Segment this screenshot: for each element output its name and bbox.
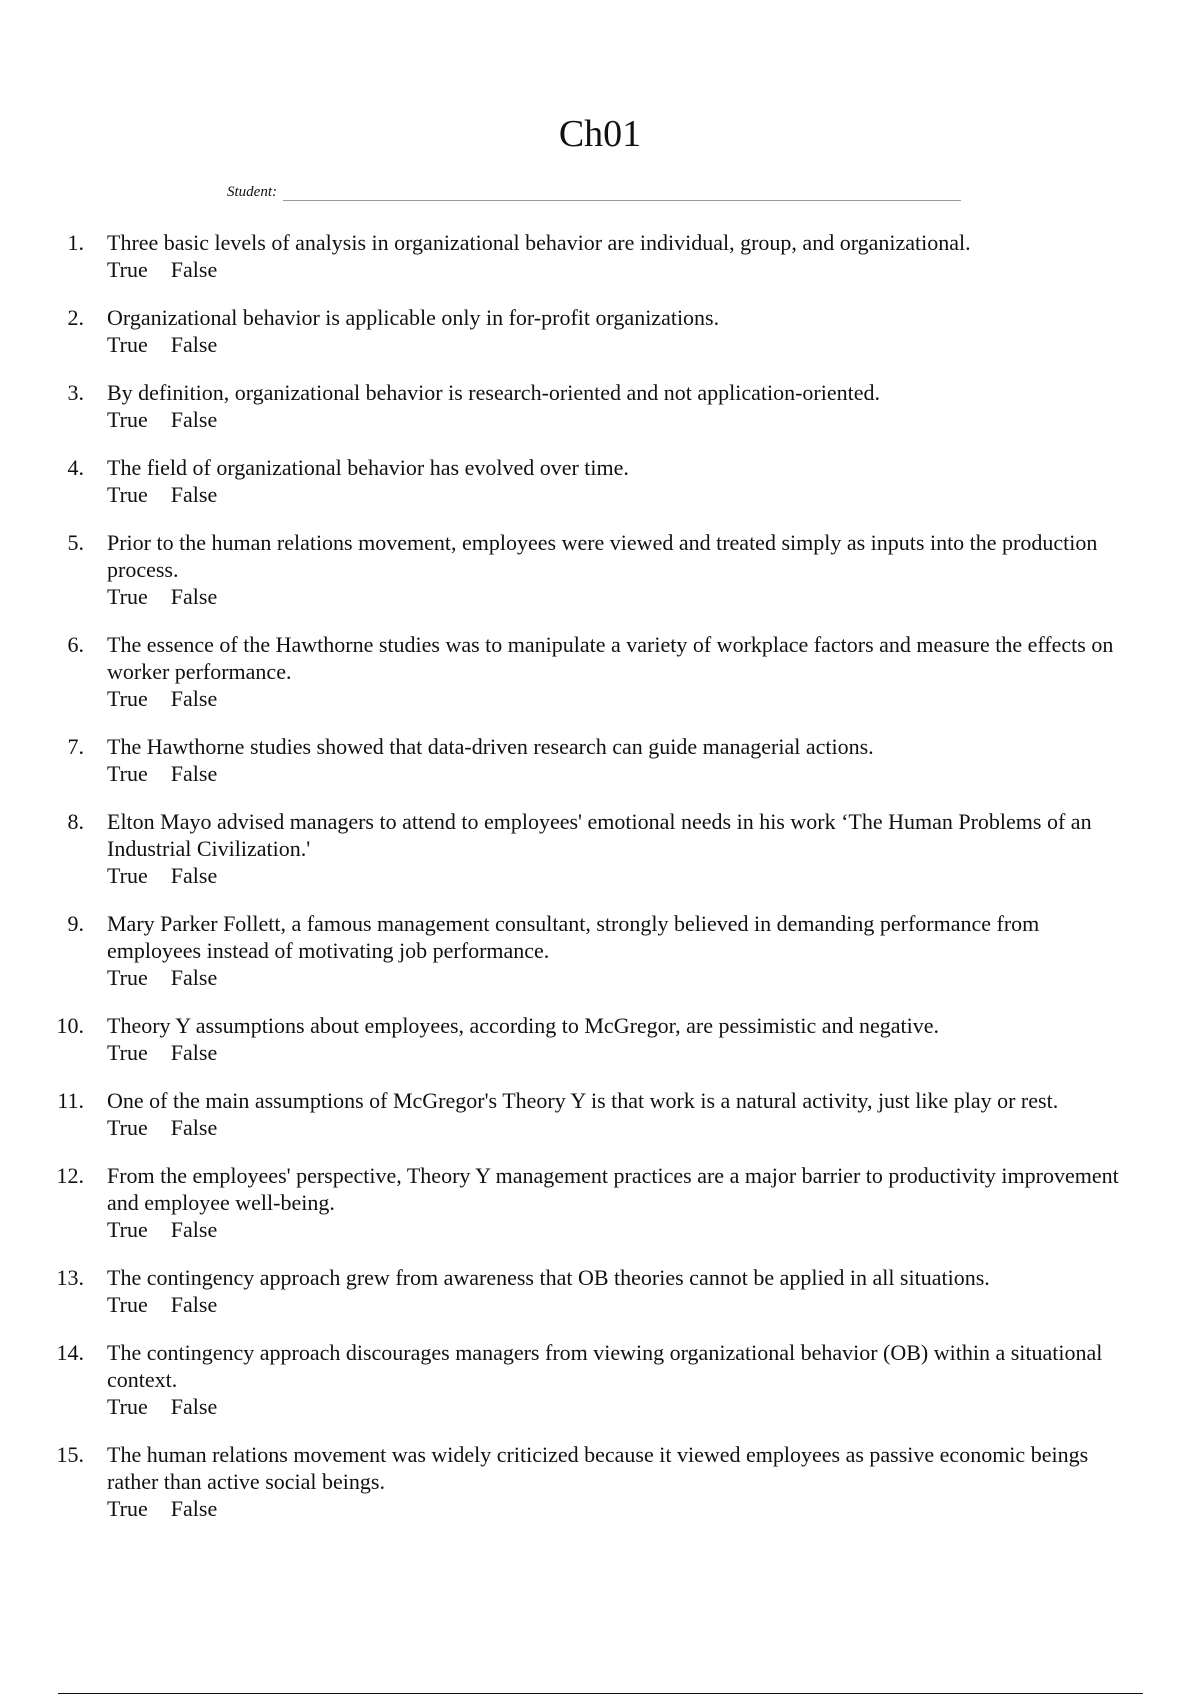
question-number: 2.	[67, 305, 84, 330]
question-number: 6.	[67, 632, 84, 657]
question-item	[0, 631, 1200, 712]
question-item	[0, 304, 1200, 358]
question-text: From the employees' perspective, Theory Y management practices are a major barrier to productivity improvement and employee well-being.	[107, 1163, 1119, 1215]
answer-option-true[interactable]: True	[107, 1115, 148, 1140]
answer-options	[107, 685, 1137, 712]
answer-option-false[interactable]: False	[170, 1394, 218, 1419]
question-number: 12.	[56, 1163, 84, 1188]
question-item	[0, 1162, 1200, 1243]
student-label: Student:	[227, 184, 277, 200]
question-number: 4.	[67, 455, 84, 480]
question-number: 7.	[67, 734, 84, 759]
question-number: 3.	[67, 380, 84, 405]
question-item	[0, 379, 1200, 433]
question-body	[107, 1162, 1137, 1243]
answer-option-false[interactable]: False	[170, 965, 218, 990]
question-text: The contingency approach discourages managers from viewing organizational behavior (OB) within a situational context.	[107, 1340, 1103, 1392]
question-text: The contingency approach grew from awareness that OB theories cannot be applied in all situations.	[107, 1265, 990, 1290]
answer-option-false[interactable]: False	[170, 1040, 218, 1065]
answer-option-true[interactable]: True	[107, 482, 148, 507]
question-list	[0, 229, 1200, 1543]
answer-options	[107, 331, 1137, 358]
question-item	[0, 1087, 1200, 1141]
answer-option-false[interactable]: False	[170, 686, 218, 711]
question-item	[0, 1264, 1200, 1318]
answer-option-true[interactable]: True	[107, 863, 148, 888]
answer-options	[107, 1291, 1137, 1318]
answer-options	[107, 1039, 1137, 1066]
question-text: Elton Mayo advised managers to attend to employees' emotional needs in his work ‘The Human Problems of an Industrial Civilization.'	[107, 809, 1092, 861]
question-text: Three basic levels of analysis in organizational behavior are individual, group, and organizational.	[107, 230, 971, 255]
question-item	[0, 1012, 1200, 1066]
question-item	[0, 454, 1200, 508]
question-body	[107, 808, 1137, 889]
answer-option-true[interactable]: True	[107, 686, 148, 711]
answer-option-true[interactable]: True	[107, 407, 148, 432]
question-text: Prior to the human relations movement, employees were viewed and treated simply as inputs into the production process.	[107, 530, 1098, 582]
student-name-row	[227, 184, 961, 201]
answer-option-false[interactable]: False	[170, 1115, 218, 1140]
student-name-field[interactable]	[283, 186, 961, 201]
question-text: One of the main assumptions of McGregor's Theory Y is that work is a natural activity, just like play or rest.	[107, 1088, 1059, 1113]
question-text: The human relations movement was widely criticized because it viewed employees as passive economic beings rather than active social beings.	[107, 1442, 1089, 1494]
question-body	[107, 910, 1137, 991]
question-body	[107, 1012, 1137, 1066]
question-number: 10.	[56, 1013, 84, 1038]
answer-options	[107, 1393, 1137, 1420]
question-body	[107, 454, 1137, 508]
question-text: Theory Y assumptions about employees, according to McGregor, are pessimistic and negative.	[107, 1013, 940, 1038]
question-body	[107, 1339, 1137, 1420]
question-item	[0, 529, 1200, 610]
question-body	[107, 1441, 1137, 1522]
answer-options	[107, 256, 1137, 283]
answer-option-false[interactable]: False	[170, 761, 218, 786]
question-body	[107, 529, 1137, 610]
answer-option-false[interactable]: False	[170, 863, 218, 888]
answer-option-true[interactable]: True	[107, 1496, 148, 1521]
answer-options	[107, 862, 1137, 889]
answer-options	[107, 481, 1137, 508]
question-text: The field of organizational behavior has evolved over time.	[107, 455, 629, 480]
question-number: 9.	[67, 911, 84, 936]
question-body	[107, 1087, 1137, 1141]
question-number: 5.	[67, 530, 84, 555]
answer-options	[107, 1114, 1137, 1141]
answer-option-true[interactable]: True	[107, 257, 148, 282]
answer-option-false[interactable]: False	[170, 1292, 218, 1317]
question-number: 8.	[67, 809, 84, 834]
question-body	[107, 379, 1137, 433]
answer-option-true[interactable]: True	[107, 1217, 148, 1242]
question-text: The Hawthorne studies showed that data-driven research can guide managerial actions.	[107, 734, 874, 759]
question-item	[0, 733, 1200, 787]
answer-options	[107, 1216, 1137, 1243]
answer-option-true[interactable]: True	[107, 332, 148, 357]
question-item	[0, 808, 1200, 889]
answer-option-false[interactable]: False	[170, 482, 218, 507]
answer-option-false[interactable]: False	[170, 407, 218, 432]
question-item	[0, 229, 1200, 283]
question-body	[107, 1264, 1137, 1318]
answer-options	[107, 1495, 1137, 1522]
answer-options	[107, 406, 1137, 433]
question-number: 11.	[57, 1088, 84, 1113]
answer-option-true[interactable]: True	[107, 761, 148, 786]
page-title: Ch01	[558, 113, 642, 155]
answer-options	[107, 583, 1137, 610]
footer-divider	[58, 1693, 1143, 1694]
answer-option-false[interactable]: False	[170, 1496, 218, 1521]
answer-options	[107, 964, 1137, 991]
answer-options	[107, 760, 1137, 787]
question-text: By definition, organizational behavior is research-oriented and not application-oriented.	[107, 380, 880, 405]
question-text: Mary Parker Follett, a famous management consultant, strongly believed in demanding performance from employees instead of motivating job performance.	[107, 911, 1040, 963]
question-number: 15.	[56, 1442, 84, 1467]
answer-option-true[interactable]: True	[107, 584, 148, 609]
question-text: Organizational behavior is applicable only in for-profit organizations.	[107, 305, 720, 330]
answer-option-true[interactable]: True	[107, 965, 148, 990]
question-body	[107, 733, 1137, 787]
question-item	[0, 910, 1200, 991]
question-body	[107, 631, 1137, 712]
answer-option-true[interactable]: True	[107, 1040, 148, 1065]
question-item	[0, 1441, 1200, 1522]
question-text: The essence of the Hawthorne studies was to manipulate a variety of workplace factors and measure the effects on worker performance.	[107, 632, 1114, 684]
question-number: 13.	[56, 1265, 84, 1290]
question-number: 1.	[67, 230, 84, 255]
answer-option-false[interactable]: False	[170, 1217, 218, 1242]
answer-option-false[interactable]: False	[170, 257, 218, 282]
question-item	[0, 1339, 1200, 1420]
question-number: 14.	[56, 1340, 84, 1365]
answer-option-false[interactable]: False	[170, 584, 218, 609]
question-body	[107, 229, 1137, 283]
answer-option-true[interactable]: True	[107, 1394, 148, 1419]
answer-option-false[interactable]: False	[170, 332, 218, 357]
question-body	[107, 304, 1137, 358]
answer-option-true[interactable]: True	[107, 1292, 148, 1317]
